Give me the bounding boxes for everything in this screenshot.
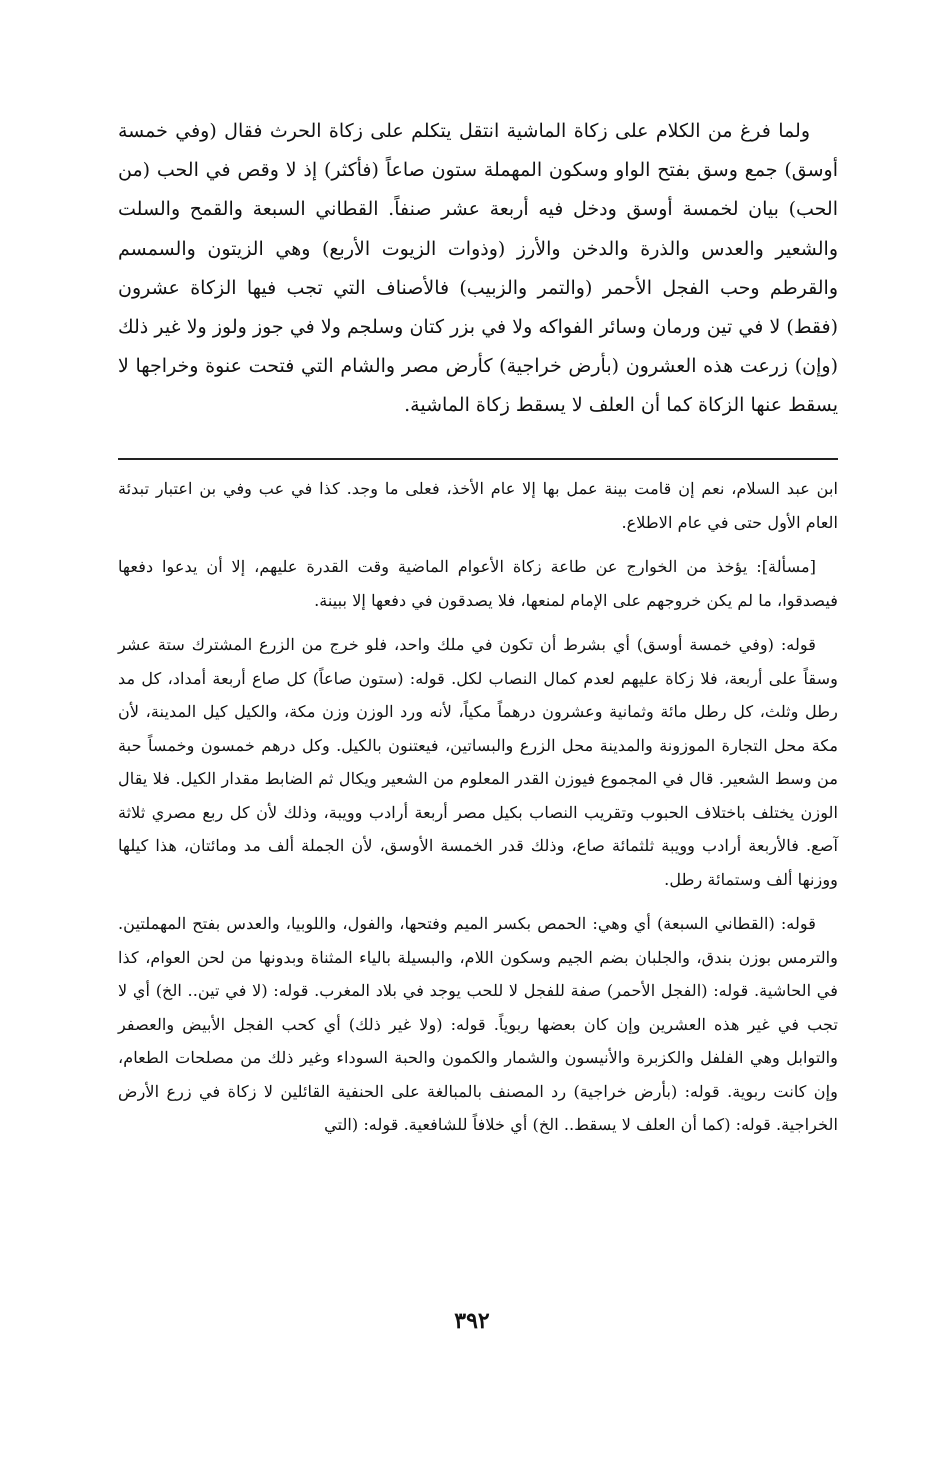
commentary-paragraph-3: قوله: (وفي خمسة أوسق) أي بشرط أن تكون في ملك واحد، فلو خرج من الزرع المشترك ستة عشر وسقاً على أربعة، فلا زكاة عليهم لعدم كمال النصاب لكل. قوله: (ستون صاعاً) كل صاع أربعة أمداد، كل مد رطل وثلث، كل رطل مائة وثمانية وعشرون درهماً مكياً، لأنه ورد الوزن وزن مكة، والكيل كيل المدينة، لأن مكة محل التجارة الموزونة والمدينة محل الزرع والبساتين، فيعتنون بالكيل. وكل درهم خمسون وخمساً حبة من وسط الشعير. قال في المجموع فيوزن القدر المعلوم من الشعير ويكال ثم الضابط مقدار الكيل. فلا يقال الوزن يختلف باختلاف الحبوب وتقريب النصاب بكيل مصر أربعة أرادب وويبة، وذلك لأن كل ربع مصري ثلاثة آصع. فالأربعة أرادب وويبة ثلثمائة صاع، وذلك قدر الخمسة الأوسق، لأن الجملة ألف مد ومائتان، هذا كيلها ووزنها ألف وستمائة رطل.	[118, 635, 838, 889]
commentary-paragraph-1: ابن عبد السلام، نعم إن قامت بينة عمل بها إلا عام الأخذ، فعلى ما وجد. كذا في عب وفي بن اعتبار تبدئة العام الأول حتى في عام الاطلاع.	[118, 479, 838, 532]
commentary-paragraph-4: قوله: (القطاني السبعة) أي وهي: الحمص بكسر الميم وفتحها، والفول، واللوبيا، والعدس بفتح المهملتين. والترمس بوزن بندق، والجلبان بضم الجيم وسكون اللام، والبسيلة بالياء المثناة وبدونها من لحن العوام، كذا في الحاشية. قوله: (الفجل الأحمر) صفة للفجل لا للحب يوجد في بلاد المغرب. قوله: (لا في تين.. الخ) أي لا تجب في غير هذه العشرين وإن كان بعضها ربوياً. قوله: (ولا غير ذلك) أي كحب الفجل الأبيض والعصفر والتوابل وهي الفلفل والكزبرة والأنيسون والشمار والكمون والحبة السوداء وغير ذلك من مصلحات الطعام، وإن كانت ربوية. قوله: (بأرض خراجية) رد المصنف بالمبالغة على الحنفية القائلين لا زكاة في زرع الأرض الخراجية. قوله: (كما أن العلف لا يسقط.. الخ) أي خلافاً للشافعية. قوله: (التي	[118, 914, 838, 1134]
commentary-block	[118, 472, 838, 1153]
main-paragraph: ولما فرغ من الكلام على زكاة الماشية انتقل يتكلم على زكاة الحرث فقال (وفي خمسة أوسق) جمع وسق بفتح الواو وسكون المهملة ستون صاعاً (فأكثر) إذ لا وقص في الحب (من الحب) بيان لخمسة أوسق ودخل فيه أربعة عشر صنفاً. القطاني السبعة والقمح والسلت والشعير والعدس والذرة والدخن والأرز (وذوات الزيوت الأربع) وهي الزيتون والسمسم والقرطم وحب الفجل الأحمر (والتمر والزبيب) فالأصناف التي تجب فيها الزكاة عشرون (فقط) لا في تين ورمان وسائر الفواكه ولا في بزر كتان وسلجم ولا في جوز ولوز ولا غير ذلك (وإن) زرعت هذه العشرون (بأرض خراجية) كأرض مصر والشام التي فتحت عنوة وخراجها لا يسقط عنها الزكاة كما أن العلف لا يسقط زكاة الماشية.	[118, 120, 838, 417]
commentary-paragraph-2: [مسألة]: يؤخذ من الخوارج عن طاعة زكاة الأعوام الماضية وقت القدرة عليهم، إلا أن يدعوا دفعها فيصدقوا، ما لم يكن خروجهم على الإمام لمنعها، فلا يصدقون في دفعها إلا ببينة.	[118, 557, 838, 610]
main-text-block	[118, 112, 838, 426]
page-number: ٣٩٢	[454, 1308, 490, 1334]
footnote-divider	[118, 458, 838, 460]
